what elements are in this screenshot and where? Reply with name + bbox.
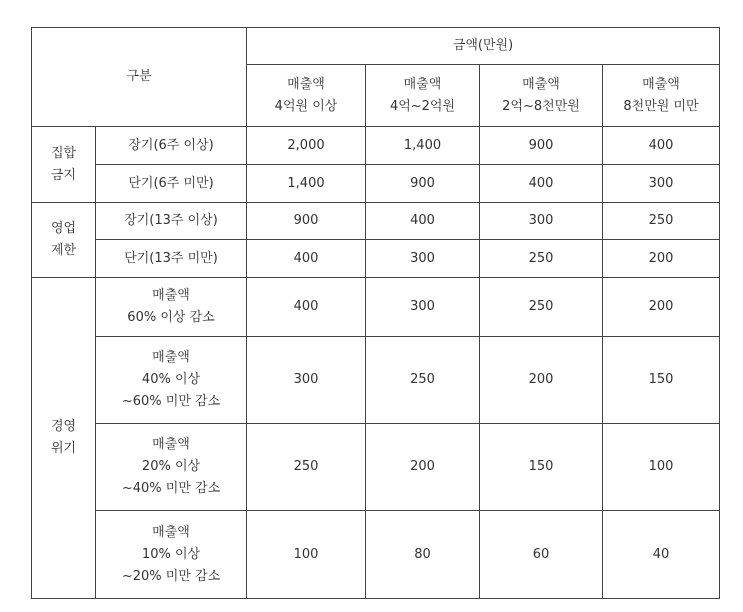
sub-category-cell: 단기(13주 미만): [96, 240, 247, 278]
sub-category-cell: 장기(13주 이상): [96, 203, 247, 240]
category-header: 구분: [126, 69, 152, 84]
column-header: 매출액 4억~2억원: [366, 65, 480, 127]
value-cell: 400: [480, 165, 603, 203]
value-cell: 100: [247, 511, 366, 599]
table-row: [32, 165, 720, 203]
amount-header-cell: [247, 28, 720, 65]
sub-category-cell: 매출액 40% 이상 ~60% 미만 감소: [96, 337, 247, 424]
column-header: 매출액 2억~8천만원: [480, 65, 603, 127]
value-cell: 150: [603, 337, 720, 424]
value-cell: 250: [366, 337, 480, 424]
value-cell: 250: [480, 240, 603, 278]
value-cell: 900: [480, 127, 603, 165]
table-row: [32, 203, 720, 240]
value-cell: 250: [480, 278, 603, 337]
column-header: 매출액 4억원 이상: [247, 65, 366, 127]
value-cell: 200: [603, 240, 720, 278]
sub-category-cell: 매출액 10% 이상 ~20% 미만 감소: [96, 511, 247, 599]
amount-header: 금액(만원): [452, 38, 514, 53]
value-cell: 40: [603, 511, 720, 599]
value-cell: 300: [366, 278, 480, 337]
header-row-top: [32, 28, 720, 65]
table-row: [32, 127, 720, 165]
value-cell: 1,400: [366, 127, 480, 165]
sub-category-cell: 매출액 20% 이상 ~40% 미만 감소: [96, 424, 247, 511]
sub-category-cell: 장기(6주 이상): [96, 127, 247, 165]
value-cell: 200: [480, 337, 603, 424]
category-header-cell: [32, 28, 247, 127]
value-cell: 300: [366, 240, 480, 278]
value-cell: 250: [247, 424, 366, 511]
value-cell: 400: [247, 240, 366, 278]
value-cell: 250: [603, 203, 720, 240]
value-cell: 2,000: [247, 127, 366, 165]
value-cell: 150: [480, 424, 603, 511]
table-row: [32, 278, 720, 337]
subsidy-amount-table: [31, 27, 720, 599]
value-cell: 200: [366, 424, 480, 511]
value-cell: 1,400: [247, 165, 366, 203]
value-cell: 80: [366, 511, 480, 599]
sub-category-cell: 단기(6주 미만): [96, 165, 247, 203]
value-cell: 400: [366, 203, 480, 240]
sub-category-cell: 매출액 60% 이상 감소: [96, 278, 247, 337]
value-cell: 60: [480, 511, 603, 599]
value-cell: 400: [247, 278, 366, 337]
value-cell: 400: [603, 127, 720, 165]
table-row: [32, 511, 720, 599]
value-cell: 900: [366, 165, 480, 203]
table-row: [32, 337, 720, 424]
value-cell: 300: [603, 165, 720, 203]
table-row: [32, 240, 720, 278]
table-row: [32, 424, 720, 511]
group-label-cell: 영업 제한: [32, 203, 96, 278]
column-header: 매출액 8천만원 미만: [603, 65, 720, 127]
value-cell: 200: [603, 278, 720, 337]
value-cell: 300: [480, 203, 603, 240]
value-cell: 900: [247, 203, 366, 240]
group-label-cell: 경영 위기: [32, 278, 96, 599]
group-label-cell: 집합 금지: [32, 127, 96, 203]
value-cell: 100: [603, 424, 720, 511]
value-cell: 300: [247, 337, 366, 424]
